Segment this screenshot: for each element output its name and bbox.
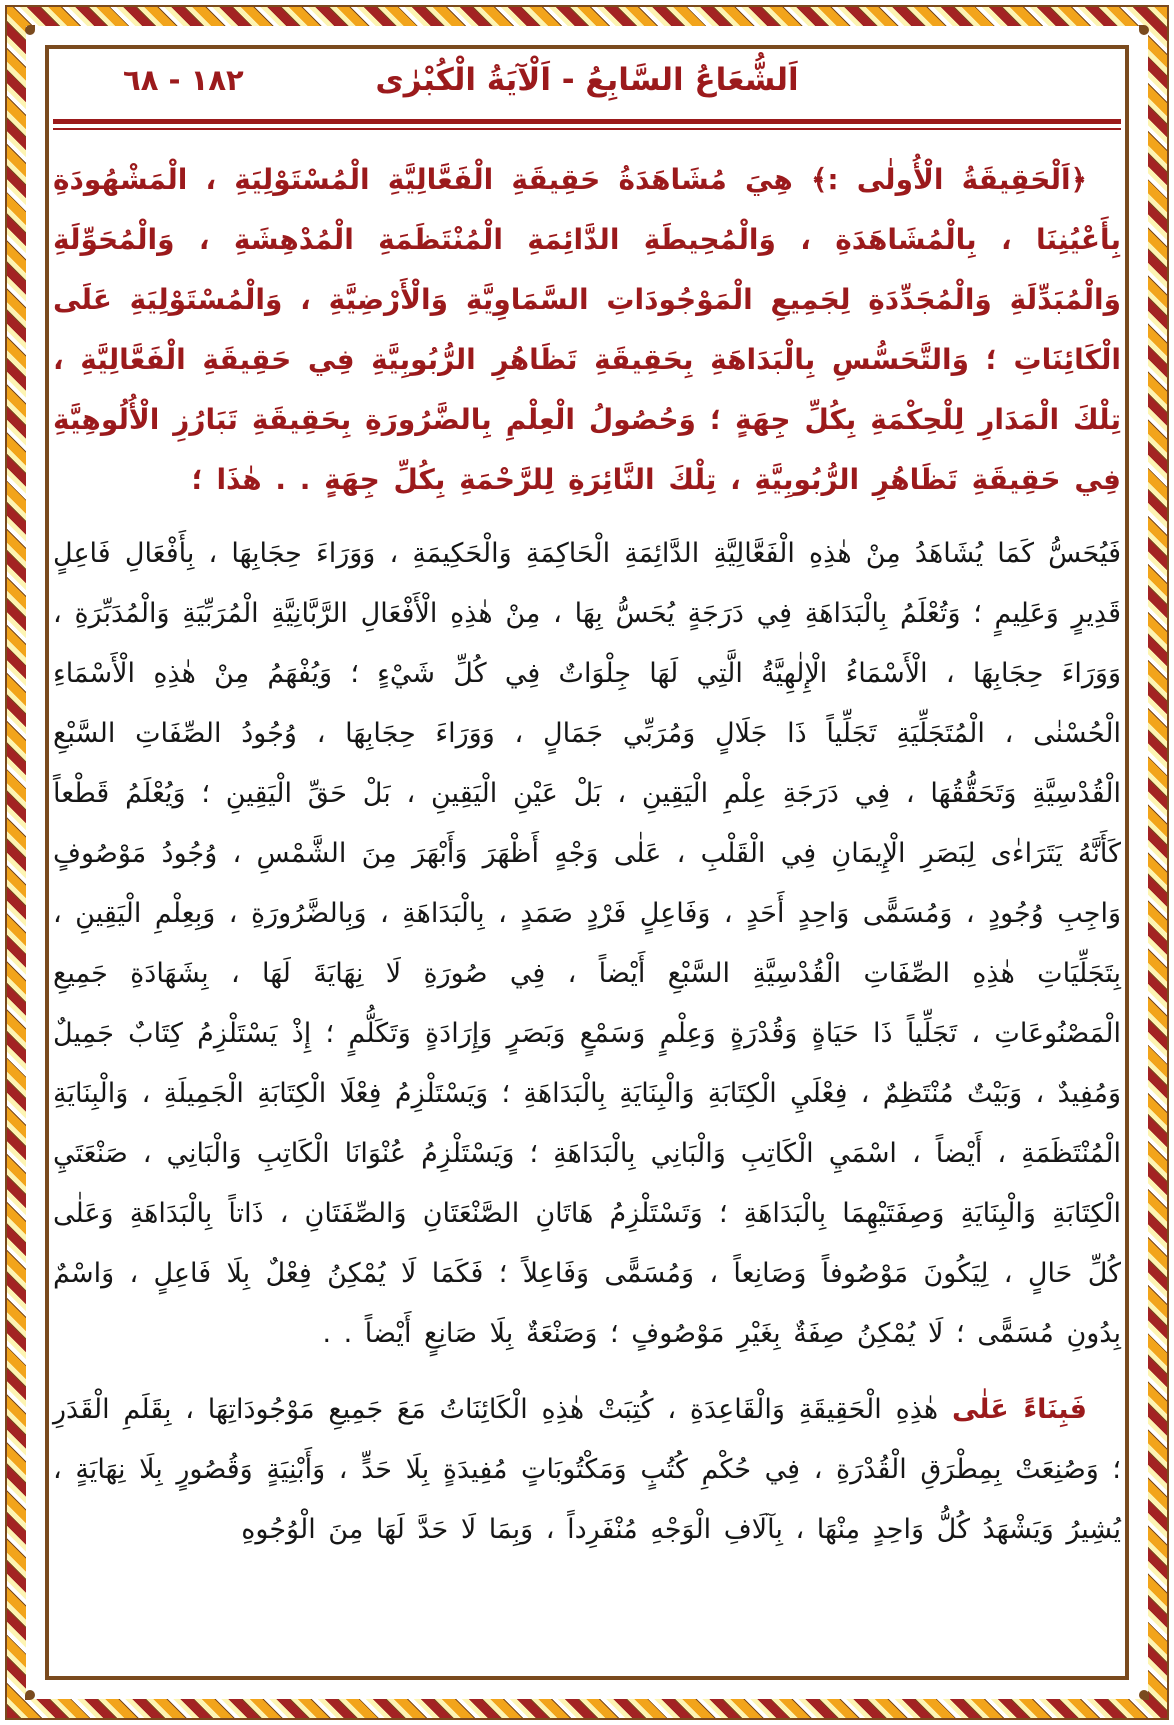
page-number: ١٨٢ - ٦٨ xyxy=(123,63,244,97)
header-rule-thin xyxy=(53,128,1121,130)
page-title: اَلشُّعَاعُ السَّابِعُ - اَلْآيَةُ الْكُبْرٰى xyxy=(375,62,799,98)
page-content xyxy=(23,23,1151,1702)
page-header xyxy=(53,53,1121,107)
paragraph-main-body: فَيُحَسُّ كَمَا يُشَاهَدُ مِنْ هٰذِهِ الْفَعَّالِيَّةِ الدَّائِمَةِ الْحَاكِمَةِ وَالْحَكِيمَةِ ، وَوَرَاءَ حِجَابِهَا ، بِأَفْعَالِ فَاعِلٍ قَدِيرٍ وَعَلِيمٍ ؛ وَتُعْلَمُ بِالْبَدَاهَةِ فِي دَرَجَةٍ يُحَسُّ بِهَا ، مِنْ هٰذِهِ الْأَفْعَالِ الرَّبَّانِيَّةِ الْمُرَبِّيَةِ وَالْمُدَبِّرَةِ ، وَوَرَاءَ حِجَابِهَا ، الْأَسْمَاءُ الْإِلٰهِيَّةُ الَّتِي لَهَا جِلْوَاتٌ فِي كُلِّ شَيْءٍ ؛ وَيُفْهَمُ مِنْ هٰذِهِ الْأَسْمَاءِ الْحُسْنٰى ، الْمُتَجَلِّيَةِ تَجَلِّياً ذَا جَلَالٍ وَمُرَبِّي جَمَالٍ ، وَوَرَاءَ حِجَابِهَا ، وُجُودُ الصِّفَاتِ السَّبْعِ الْقُدْسِيَّةِ وَتَحَقُّقُهَا ، فِي دَرَجَةِ عِلْمِ الْيَقِينِ ، بَلْ عَيْنِ الْيَقِينِ ، بَلْ حَقِّ الْيَقِينِ ؛ وَيُعْلَمُ قَطْعاً كَأَنَّهُ يَتَرَاءٰى لِبَصَرِ الْإِيمَانِ فِي الْقَلْبِ ، عَلٰى وَجْهٍ أَظْهَرَ وَأَبْهَرَ مِنَ الشَّمْسِ ، وُجُودُ مَوْصُوفٍ وَاجِبِ وُجُودٍ ، وَمُسَمًّى وَاحِدٍ أَحَدٍ ، وَفَاعِلٍ فَرْدٍ صَمَدٍ ، بِالْبَدَاهَةِ ، وَبِالضَّرُورَةِ ، وَبِعِلْمِ الْيَقِينِ ، بِتَجَلِّيَاتِ هٰذِهِ الصِّفَاتِ الْقُدْسِيَّةِ السَّبْعِ أَيْضاً ، فِي صُورَةِ لَا نِهَايَةَ لَهَا ، بِشَهَادَةِ جَمِيعِ الْمَصْنُوعَاتِ ، تَجَلِّياً ذَا حَيَاةٍ وَقُدْرَةٍ وَعِلْمٍ وَسَمْعٍ وَبَصَرٍ وَإِرَادَةٍ وَتَكَلُّمٍ ؛ إِذْ يَسْتَلْزِمُ كِتَابٌ جَمِيلٌ وَمُفِيدٌ ، وَبَيْتٌ مُنْتَظِمٌ ، فِعْلَيِ الْكِتَابَةِ وَالْبِنَايَةِ بِالْبَدَاهَةِ ؛ وَيَسْتَلْزِمُ فِعْلَا الْكِتَابَةِ الْجَمِيلَةِ ، وَالْبِنَايَةِ الْمُنْتَظَمَةِ ، أَيْضاً ، اسْمَيِ الْكَاتِبِ وَالْبَانِي بِالْبَدَاهَةِ ؛ وَيَسْتَلْزِمُ عُنْوَانَا الْكَاتِبِ وَالْبَانِي ، صَنْعَتَيِ الْكِتَابَةِ وَالْبِنَايَةِ وَصِفَتَيْهِمَا بِالْبَدَاهَةِ ؛ وَتَسْتَلْزِمُ هَاتَانِ الصَّنْعَتَانِ وَالصِّفَتَانِ ، ذَاتاً بِالْبَدَاهَةِ وَعَلٰى كُلِّ حَالٍ ، لِيَكُونَ مَوْصُوفاً وَصَانِعاً ، وَمُسَمًّى وَفَاعِلاً ؛ فَكَمَا لَا يُمْكِنُ فِعْلٌ بِلَا فَاعِلٍ ، وَاسْمٌ بِدُونِ مُسَمًّى ؛ لَا يُمْكِنُ صِفَةٌ بِغَيْرِ مَوْصُوفٍ ؛ وَصَنْعَةٌ بِلَا صَانِعٍ أَيْضاً . . xyxy=(53,538,1121,1349)
paragraph-conclusion-rest: هٰذِهِ الْحَقِيقَةِ وَالْقَاعِدَةِ ، كُتِبَتْ هٰذِهِ الْكَائِنَاتُ مَعَ جَمِيعِ مَوْجُودَاتِهَا ، بِقَلَمِ الْقَدَرِ ؛ وَصُنِعَتْ بِمِطْرَقِ الْقُدْرَةِ ، فِي حُكْمِ كُتُبٍ وَمَكْتُوبَاتٍ مُفِيدَةٍ بِلَا حَدٍّ ، وَأَبْنِيَةٍ وَقُصُورٍ بِلَا نِهَايَةٍ ، يُشِيرُ وَيَشْهَدُ كُلُّ وَاحِدٍ مِنْهَا ، بِآلَافِ الْوَجْهِ مُنْفَرِداً ، وَبِمَا لَا حَدَّ لَهَا مِنَ الْوُجُوهِ xyxy=(53,1394,1121,1545)
header-rule-thick xyxy=(53,119,1121,124)
paragraph-first-truth: ﴿اَلْحَقِيقَةُ الْأُولٰى :﴾ هِيَ مُشَاهَدَةُ حَقِيقَةِ الْفَعَّالِيَّةِ الْمُسْتَوْلِيَةِ ، الْمَشْهُودَةِ بِأَعْيُنِنَا ، بِالْمُشَاهَدَةِ ، وَالْمُحِيطَةِ الدَّائِمَةِ الْمُنْتَظَمَةِ الْمُدْهِشَةِ ، وَالْمُحَوِّلَةِ وَالْمُبَدِّلَةِ وَالْمُجَدِّدَةِ لِجَمِيعِ الْمَوْجُودَاتِ السَّمَاوِيَّةِ وَالْأَرْضِيَّةِ ، وَالْمُسْتَوْلِيَةِ عَلَى الْكَائِنَاتِ ؛ وَالتَّحَسُّسِ بِالْبَدَاهَةِ بِحَقِيقَةِ تَظَاهُرِ الرُّبُوبِيَّةِ فِي حَقِيقَةِ الْفَعَّالِيَّةِ ، تِلْكَ الْمَدَارِ لِلْحِكْمَةِ بِكُلِّ جِهَةٍ ؛ وَحُصُولُ الْعِلْمِ بِالضَّرُورَةِ بِحَقِيقَةِ تَبَارُزِ الْأُلُوهِيَّةِ فِي حَقِيقَةِ تَظَاهُرِ الرُّبُوبِيَّةِ ، تِلْكَ النَّائِرَةِ لِلرَّحْمَةِ بِكُلِّ جِهَةٍ . . هٰذَا ؛ xyxy=(53,163,1121,496)
paragraph-conclusion-lead: فَبِنَاءً عَلٰى xyxy=(951,1394,1087,1425)
paragraph-conclusion xyxy=(53,1380,1121,1560)
body-text xyxy=(53,150,1121,1560)
